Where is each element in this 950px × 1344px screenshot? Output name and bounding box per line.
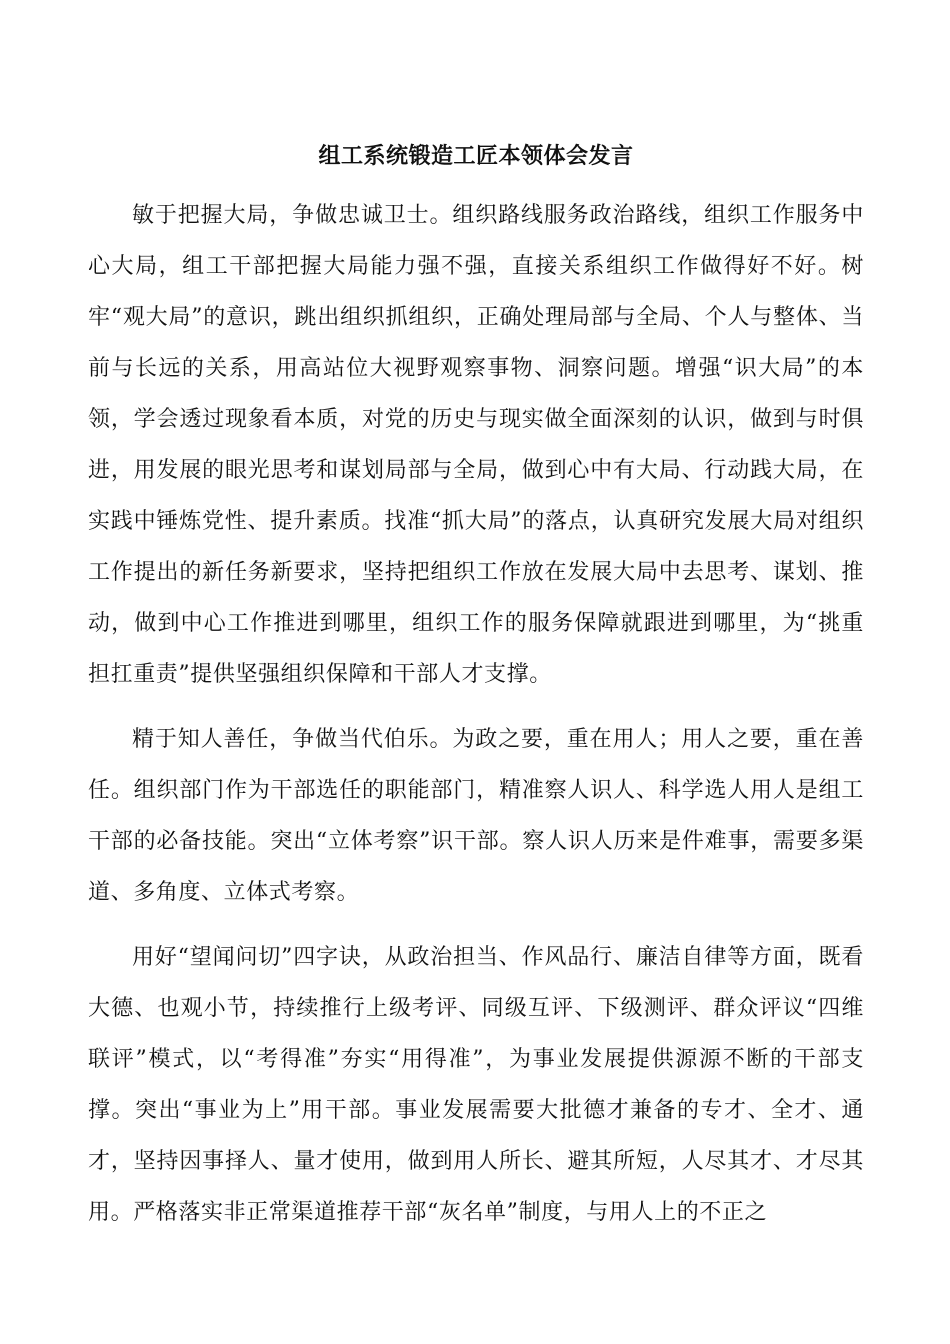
paragraph-2: 精于知人善任，争做当代伯乐。为政之要，重在用人；用人之要，重在善任。组织部门作为干部选任的职能部门，精准察人识人、科学选人用人是组工干部的必备技能。突出“立体考察”识干部。察人识人历来是件难事，需要多渠道、多角度、立体式考察。: [88, 727, 864, 905]
paragraph-1: 敏于把握大局，争做忠诚卫士。组织路线服务政治路线，组织工作服务中心大局，组工干部把握大局能力强不强，直接关系组织工作做得好不好。树牢“观大局”的意识，跳出组织抓组织，正确处理局部与全局、个人与整体、当前与长远的关系，用高站位大视野观察事物、洞察问题。增强“识大局”的本领，学会透过现象看本质，对党的历史与现实做全面深刻的认识，做到与时俱进，用发展的眼光思考和谋划局部与全局，做到心中有大局、行动践大局，在实践中锤炼党性、提升素质。找准“抓大局”的落点，认真研究发展大局对组织工作提出的新任务新要求，坚持把组织工作放在发展大局中去思考、谋划、推动，做到中心工作推进到哪里，组织工作的服务保障就跟进到哪里，为“挑重担扛重责”提供坚强组织保障和干部人才支撑。: [88, 203, 864, 687]
document-title: 组工系统锻造工匠本领体会发言: [318, 143, 634, 169]
document-page: [88, 136, 864, 1252]
paragraph-3: 用好“望闻问切”四字诀，从政治担当、作风品行、廉洁自律等方面，既看大德、也观小节，持续推行上级考评、同级互评、下级测评、群众评议“四维联评”模式，以“考得准”夯实“用得准”，为事业发展提供源源不断的干部支撑。突出“事业为上”用干部。事业发展需要大批德才兼备的专才、全才、通才，坚持因事择人、量才使用，做到用人所长、避其所短，人尽其才、才尽其用。严格落实非正常渠道推荐干部“灰名单”制度，与用人上的不正之: [88, 945, 864, 1225]
